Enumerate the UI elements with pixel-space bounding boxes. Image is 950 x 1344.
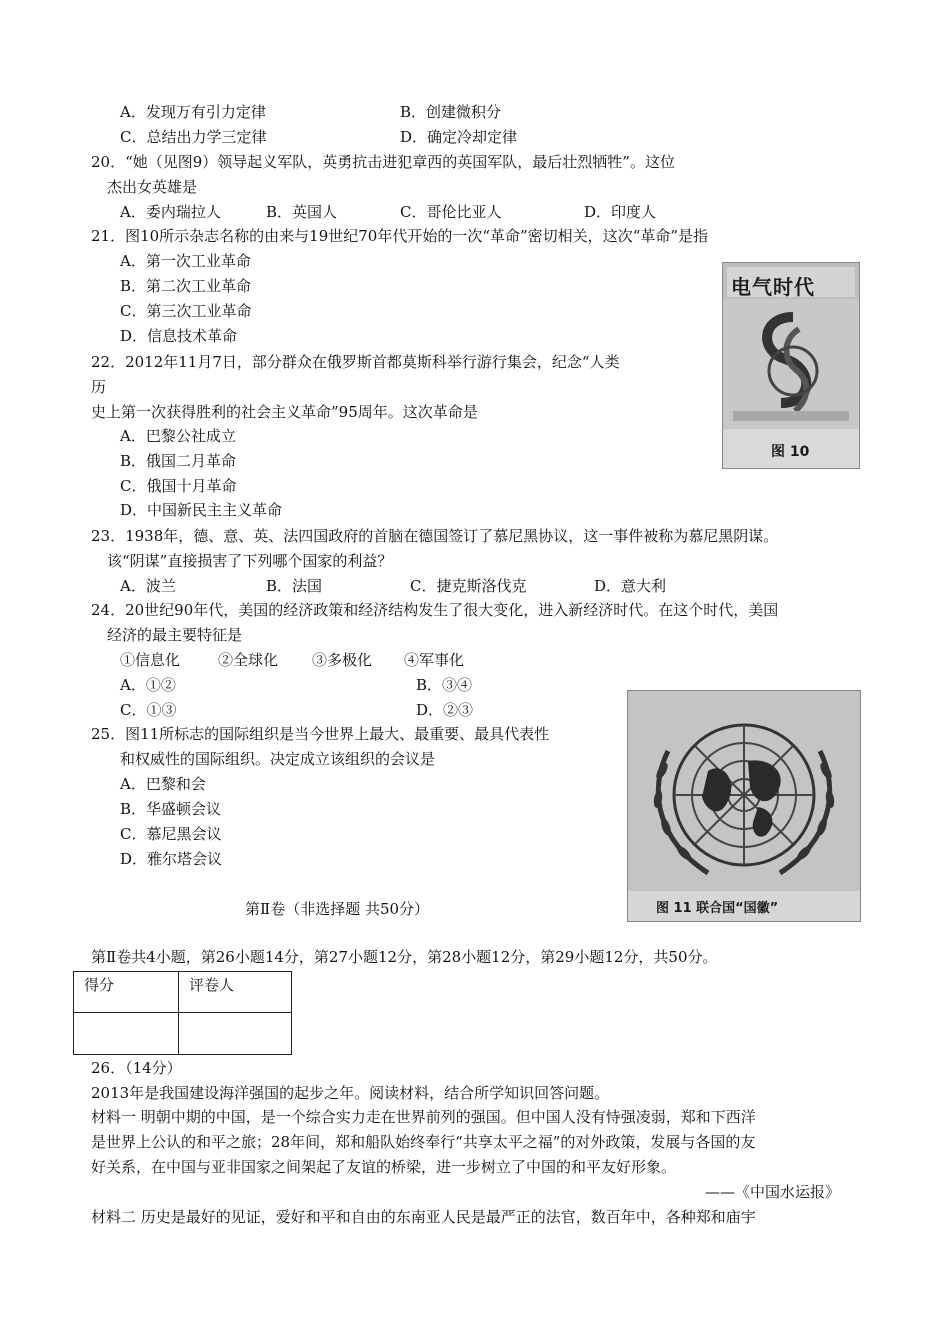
q22-stem-line2: 史上第一次获得胜利的社会主义革命”95周年。这次革命是 <box>91 403 478 421</box>
q25-stem-line1: 25．图11所标志的国际组织是当今世界上最大、最重要、最具代表性 <box>91 725 550 743</box>
score-table <box>73 971 292 1055</box>
q24-option-b: B．③④ <box>416 676 473 694</box>
section2-intro: 第Ⅱ卷共4小题，第26小题14分，第27小题12分，第28小题12分，第29小题12分，共50分。 <box>91 948 718 966</box>
q21-option-c: C．第三次工业革命 <box>120 302 252 320</box>
q26-intro: 2013年是我国建设海洋强国的起步之年。阅读材料，结合所学知识回答问题。 <box>91 1084 610 1102</box>
q24-option-a: A．①② <box>120 676 176 694</box>
figure-10-magazine-cover <box>722 262 860 469</box>
un-emblem-graphic <box>628 691 860 891</box>
q24-item-2: ②全球化 <box>218 651 279 669</box>
q20-option-d: D．印度人 <box>584 203 657 221</box>
q20-stem-line2: 杰出女英雄是 <box>107 178 198 196</box>
figure-11-caption: 图 11 联合国“国徽” <box>656 901 779 916</box>
q26-material1-line2: 是世界上公认的和平之旅；28年间，郑和船队始终奉行“共享太平之福”的对外政策，发展与各国的友 <box>91 1133 756 1151</box>
q24-stem-line2: 经济的最主要特征是 <box>107 626 243 644</box>
q25-stem-line2: 和权威性的国际组织。决定成立该组织的会议是 <box>120 750 436 768</box>
magazine-title: 电气时代 <box>731 275 815 299</box>
q23-option-d: D．意大利 <box>594 577 667 595</box>
q20-option-b: B．英国人 <box>266 203 338 221</box>
q20-option-c: C．哥伦比亚人 <box>400 203 502 221</box>
score-cell[interactable] <box>74 1013 179 1055</box>
q24-stem-line1: 24．20世纪90年代，美国的经济政策和经济结构发生了很大变化，进入新经济时代。在这个时代，美国 <box>91 601 779 619</box>
q21-option-d: D．信息技术革命 <box>120 327 238 345</box>
q22-option-d: D．中国新民主主义革命 <box>120 501 283 519</box>
q19-option-c: C．总结出力学三定律 <box>120 128 267 146</box>
q26-material2-line1: 材料二 历史是最好的见证，爱好和平和自由的东南亚人民是最严正的法官，数百年中，各种郑和庙宇 <box>91 1208 756 1226</box>
score-table-header-grader: 评卷人 <box>179 972 292 1013</box>
q24-item-4: ④军事化 <box>404 651 465 669</box>
q24-item-3: ③多极化 <box>312 651 373 669</box>
q26-material1-line1: 材料一 明朝中期的中国，是一个综合实力走在世界前列的强国。但中国人没有恃强凌弱，郑和下西洋 <box>91 1108 756 1126</box>
q25-option-b: B．华盛顿会议 <box>120 800 222 818</box>
q25-option-c: C．慕尼黑会议 <box>120 825 222 843</box>
q21-option-a: A．第一次工业革命 <box>120 252 251 270</box>
q22-option-b: B．俄国二月革命 <box>120 452 237 470</box>
q19-option-b: B．创建微积分 <box>400 103 502 121</box>
q23-stem-line1: 23．1938年，德、意、英、法四国政府的首脑在德国签订了慕尼黑协议，这一事件被称为慕尼黑阴谋。 <box>91 527 779 545</box>
q26-material1-line3: 好关系，在中国与亚非国家之间架起了友谊的桥梁，进一步树立了中国的和平友好形象。 <box>91 1158 677 1176</box>
q25-option-a: A．巴黎和会 <box>120 775 206 793</box>
q19-option-a: A．发现万有引力定律 <box>120 103 266 121</box>
q24-option-d: D．②③ <box>416 701 474 719</box>
q22-stem-line1: 22．2012年11月7日，部分群众在俄罗斯首都莫斯科举行游行集会，纪念“人类 <box>91 353 620 371</box>
grader-cell[interactable] <box>179 1013 292 1055</box>
q26-material1-source: ——《中国水运报》 <box>705 1183 841 1201</box>
q26-heading: 26．（14分） <box>91 1059 182 1077</box>
q25-option-d: D．雅尔塔会议 <box>120 850 223 868</box>
q24-item-1: ①信息化 <box>120 651 181 669</box>
q21-stem-line1: 21．图10所示杂志名称的由来与19世纪70年代开始的一次“革命”密切相关，这次“革命”是指 <box>91 227 709 245</box>
magazine-cover-graphic <box>723 299 859 429</box>
q20-option-a: A．委内瑞拉人 <box>120 203 221 221</box>
q19-option-d: D．确定冷却定律 <box>400 128 518 146</box>
q23-option-c: C．捷克斯洛伐克 <box>410 577 527 595</box>
figure-11-un-emblem <box>627 690 861 922</box>
q23-stem-line2: 该“阴谋”直接损害了下列哪个国家的利益？ <box>107 552 393 570</box>
score-table-header-score: 得分 <box>74 972 179 1013</box>
q22-option-a: A．巴黎公社成立 <box>120 427 236 445</box>
q20-stem-line1: 20．“她（见图9）领导起义军队，英勇抗击进犯章西的英国军队，最后壮烈牺牲”。这位 <box>91 153 675 171</box>
q23-option-a: A．波兰 <box>120 577 176 595</box>
q22-option-c: C．俄国十月革命 <box>120 477 237 495</box>
q23-option-b: B．法国 <box>266 577 323 595</box>
q24-option-c: C．①③ <box>120 701 177 719</box>
figure-10-caption: 图 10 <box>771 444 810 460</box>
section2-title: 第Ⅱ卷（非选择题 共50分） <box>245 900 430 918</box>
q22-stem-line1b: 历 <box>91 378 107 396</box>
q21-option-b: B．第二次工业革命 <box>120 277 252 295</box>
